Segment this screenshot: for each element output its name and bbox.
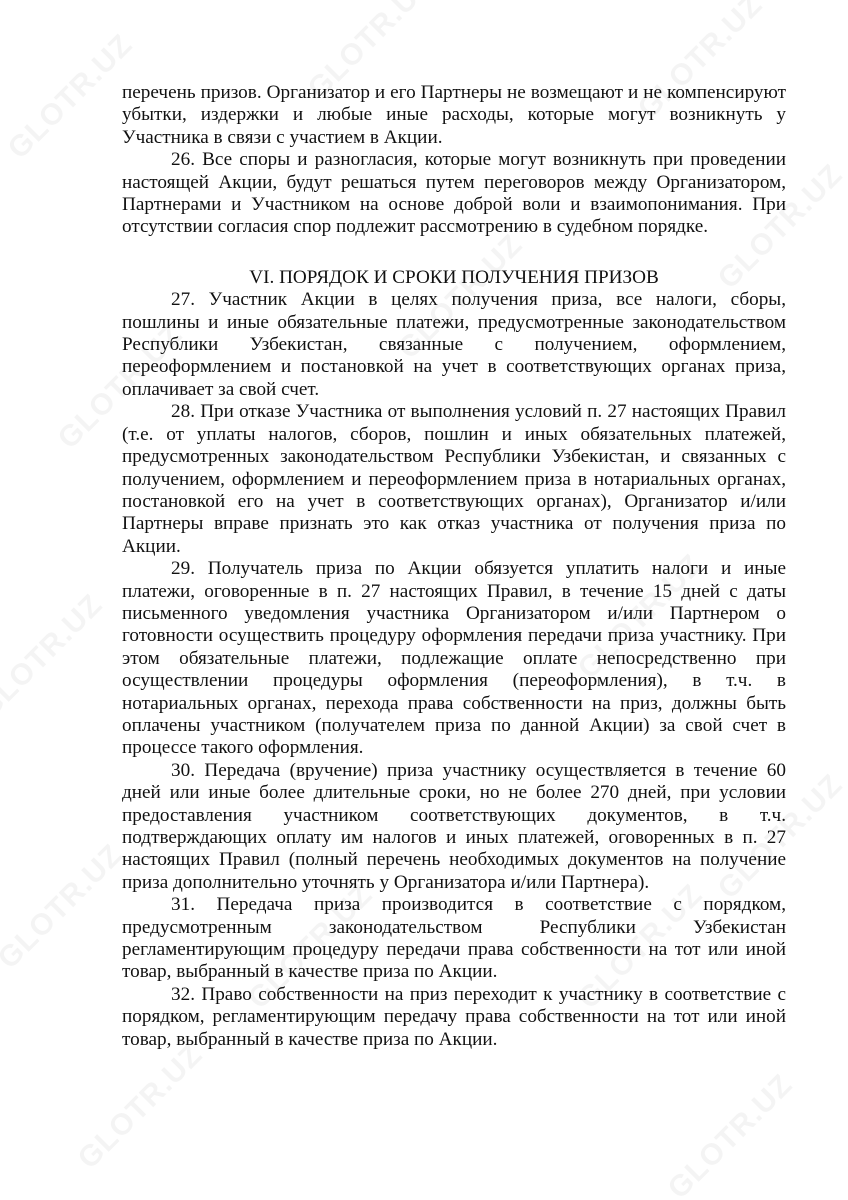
paragraph-26: 26. Все споры и разногласия, которые могут возникнуть при проведении настоящей Акции, будут решаться путем переговоров между Организатором, Партнерами и Участником на основе доброй воли и взаимопонимания. При отсутствии согласия спор подлежит рассмотрению в судебном порядке. xyxy=(122,149,786,238)
paragraph-30: 30. Передача (вручение) приза участнику осуществляется в течение 60 дней или иные более длительные сроки, но не более 270 дней, при условии предоставления участником соответствующих документов, в т.ч. подтверждающих оплату им налогов и иных платежей, оговоренных в п. 27 настоящих Правил (полный перечень необходимых документов на получение приза дополнительно уточнять у Организатора и/или Партнера). xyxy=(122,759,786,893)
paragraph-27: 27. Участник Акции в целях получения приза, все налоги, сборы, пошлины и иные обязательные платежи, предусмотренные законодательством Республики Узбекистан, связанные с получением, оформлением, переоформлением и постановкой на учет в соответствующих органах приза, оплачивает за свой счет. xyxy=(122,289,786,400)
watermark xyxy=(0,838,130,976)
section-heading: VI. ПОРЯДОК И СРОКИ ПОЛУЧЕНИЯ ПРИЗОВ xyxy=(249,266,659,288)
watermark xyxy=(2,28,140,166)
paragraph-continuation: перечень призов. Организатор и его Партнеры не возмещают и не компенсируют убытки, издержки и любые иные расходы, которые могут возникнуть у Участника в связи с участием в Акции. xyxy=(122,82,786,148)
paragraph-29: 29. Получатель приза по Акции обязуется уплатить налоги и иные платежи, оговоренные в п. 27 настоящих Правил, в течение 15 дней с даты письменного уведомления участника Организатором и/или Партнером о готовности осуществить процедуру оформления передачи приза участнику. При этом обязательные платежи, подлежащие оплате непосредственно при осуществлении процедуры оформления (переоформления), в т.ч. в нотариальных органах, перехода права собственности на приз, должны быть оплачены участником (получателем приза по данной Акции) за свой счет в процессе такого оформления. xyxy=(122,558,786,759)
watermark xyxy=(0,588,110,726)
watermark xyxy=(72,1038,210,1176)
paragraph-32: 32. Право собственности на приз переходит к участнику в соответствие с порядком, регламентирующим передачу права собственности на тот или иной товар, выбранный в качестве приза по Акции. xyxy=(122,983,786,1050)
paragraph-31: 31. Передача приза производится в соответствие с порядком, предусмотренным законодательством Республики Узбекистан регламентирующим процедуру передачи права собственности на тот или иной товар, выбранный в качестве приза по Акции. xyxy=(122,894,786,983)
watermark xyxy=(662,1068,800,1200)
document-body xyxy=(122,82,786,1051)
paragraph-28: 28. При отказе Участника от выполнения условий п. 27 настоящих Правил (т.е. от уплаты налогов, сборов, пошлин и иных обязательных платежей, предусмотренных законодательством Республики Узбекистан, и связанных с получением, оформлением и переоформлением приза в нотариальных органах, постановкой его на учет в соответствующих органах), Организатор и/или Партнеры вправе признать это как отказ участника от получения приза по Акции. xyxy=(122,401,786,557)
